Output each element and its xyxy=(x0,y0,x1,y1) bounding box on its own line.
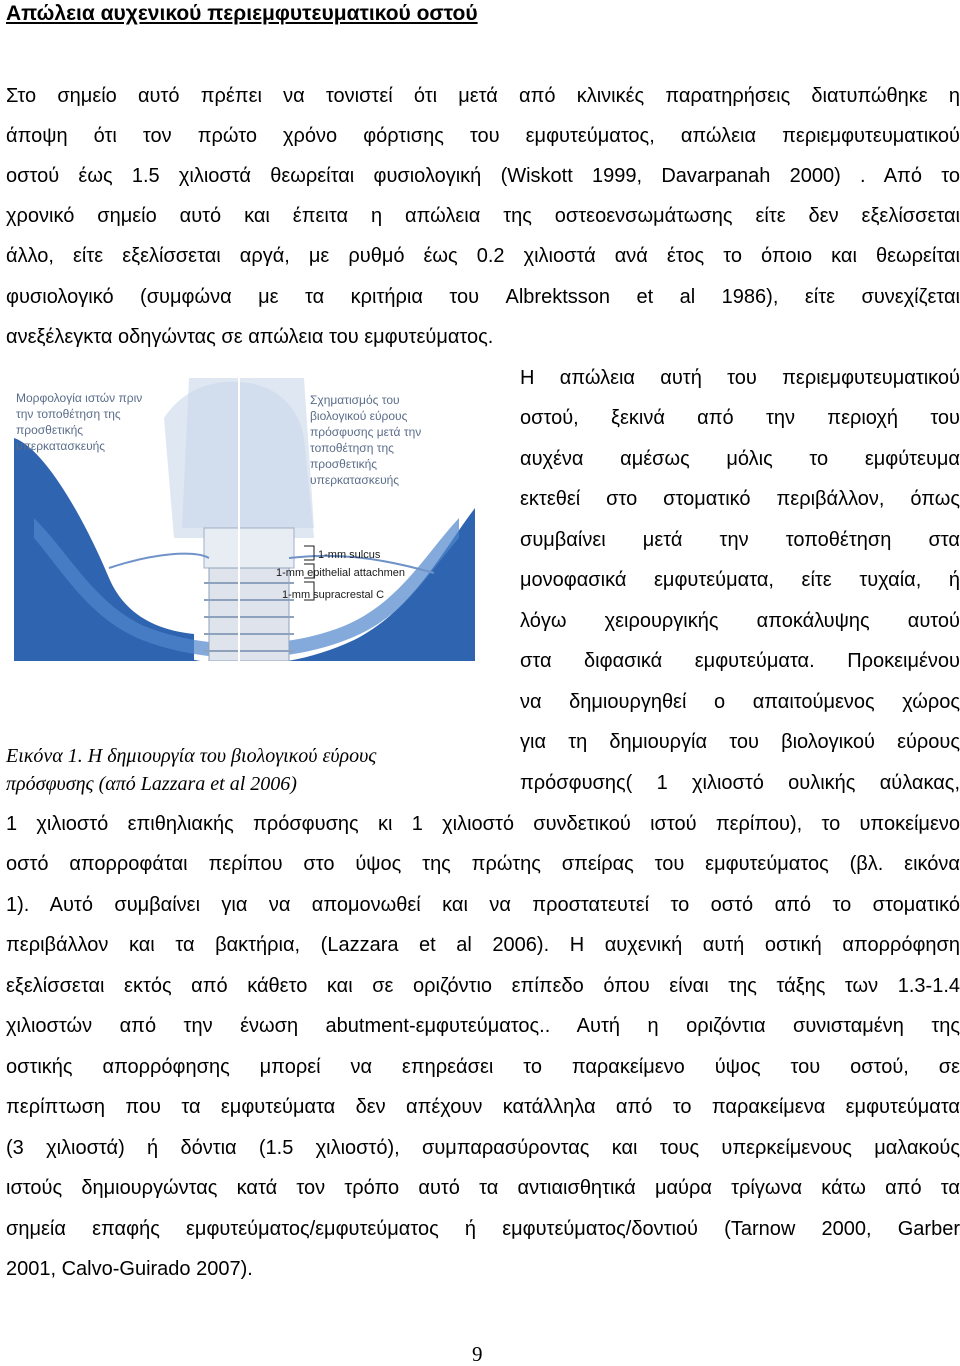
paragraph-1-line: Στο σημείο αυτό πρέπει να τονιστεί ότι μετά από κλινικές παρατηρήσεις διατυπώθηκε η xyxy=(6,85,960,107)
paragraph-2-right-line: για τη δημιουργία του βιολογικού εύρους xyxy=(520,731,960,753)
figure-right-label-line: τοποθέτηση της xyxy=(310,441,394,455)
paragraph-2-right-line: πρόσφυσης( 1 χιλιοστό ουλικής αύλακας, xyxy=(520,772,960,794)
figure-annotation-sulcus: 1-mm sulcus xyxy=(318,549,381,561)
paragraph-2-right-line: αυχένα αμέσως μόλις το εμφύτευμα xyxy=(520,448,960,470)
paragraph-2-right-line: Η απώλεια αυτή του περιεμφυτευματικού xyxy=(520,367,960,389)
figure-right-label-line: Σχηματισμός του xyxy=(310,393,400,407)
figure-right-label-line: προσθετικής xyxy=(310,457,378,471)
figure-right-label-line: βιολογικού εύρους xyxy=(310,409,408,423)
paragraph-2-line: (3 χιλιοστά) ή δόντια (1.5 χιλιοστό), συμπαρασύροντας και τους υπερκείμενους μαλακούς xyxy=(6,1137,960,1159)
figure-left-label-line: υπερκατασκευής xyxy=(16,439,106,453)
figure-annotation-epithelial: 1-mm epithelial attachmen xyxy=(276,567,406,579)
paragraph-2-right-line: λόγω χειρουργικής αποκάλυψης αυτού xyxy=(520,610,960,632)
figure-right-label-line: πρόσφυσης μετά την xyxy=(310,425,422,439)
paragraph-2-line: ιστούς δημιουργώντας κατά τον τρόπο αυτό τα αντιαισθητικά μαύρα τρίγωνα κάτω από τα xyxy=(6,1177,960,1199)
paragraph-2-line: περιβάλλον και τα βακτήρια, (Lazzara et al 2006). Η αυχενική αυτή οστική απορρόφηση xyxy=(6,934,960,956)
figure-right-label-line: υπερκατασκευής xyxy=(310,473,400,487)
figure-annotation-connective: 1-mm supracrestal C xyxy=(282,589,385,601)
paragraph-2-line: 2001, Calvo-Guirado 2007). xyxy=(6,1258,253,1280)
figure-left-label-line: Μορφολογία ιστών πριν xyxy=(16,391,143,405)
paragraph-2-right-line: μονοφασικά εμφυτεύματα, είτε τυχαία, ή xyxy=(520,569,960,591)
paragraph-2-line: χιλιοστών από την ένωση abutment-εμφυτεύματος.. Αυτή η οριζόντια συνισταμένη της xyxy=(6,1015,960,1037)
figure-left-label-line: προσθετικής xyxy=(16,423,84,437)
paragraph-2-right-line: στα διφασικά εμφυτεύματα. Προκειμένου xyxy=(520,650,960,672)
paragraph-2-right-line: εκτεθεί στο στοματικό περιβάλλον, όπως xyxy=(520,488,960,510)
implant-body xyxy=(209,568,289,661)
paragraph-1-line: χρονικό σημείο αυτό και έπειτα η απώλεια της οστεοενσωμάτωσης είτε δεν εξελίσσεται xyxy=(6,205,960,227)
paragraph-1-line: οστού έως 1.5 χιλιοστά θεωρείται φυσιολογική (Wiskott 1999, Davarpanah 2000) . Από το xyxy=(6,165,960,187)
paragraph-1-line: φυσιολογικό (συμφώνα με τα κριτήρια του Albrektsson et al 1986), είτε συνεχίζεται xyxy=(6,286,960,308)
figure-biologic-width-diagram xyxy=(14,378,475,661)
paragraph-2-line: περίπτωση που τα εμφυτεύματα δεν απέχουν κατάλληλα από το παρακείμενα εμφυτεύματα xyxy=(6,1096,960,1118)
paragraph-2-line: εξελίσσεται εκτός από κάθετο και σε οριζόντιο επίπεδο όπου είναι της τάξης των 1.3-1.4 xyxy=(6,975,960,997)
abutment xyxy=(204,528,294,568)
implant-illustration xyxy=(14,378,475,661)
page-number: 9 xyxy=(472,1342,483,1366)
section-heading: Απώλεια αυχενικού περιεμφυτευματικού οστού xyxy=(6,2,478,25)
figure-left-label-line: την τοποθέτηση της xyxy=(16,407,121,421)
paragraph-2-right-line: συμβαίνει μετά την τοποθέτηση στα xyxy=(520,529,960,551)
paragraph-2-line: οστικής απορρόφησης μπορεί να επηρεάσει το παρακείμενο ύψος του οστού, σε xyxy=(6,1056,960,1078)
paragraph-2-right-line: να δημιουργηθεί ο απαιτούμενος χώρος xyxy=(520,691,960,713)
paragraph-2-line: σημεία επαφής εμφυτεύματος/εμφυτεύματος ή εμφυτεύματος/δοντιού (Tarnow 2000, Garber xyxy=(6,1218,960,1240)
figure-caption-line: πρόσφυσης (από Lazzara et al 2006) xyxy=(6,773,297,795)
paragraph-2-line: οστό απορροφάται περίπου στο ύψος της πρώτης σπείρας του εμφυτεύματος (βλ. εικόνα xyxy=(6,853,960,875)
paragraph-2-line: 1). Αυτό συμβαίνει για να απομονωθεί και να προστατευτεί το οστό από το στοματικό xyxy=(6,894,960,916)
figure-caption-line: Εικόνα 1. Η δημιουργία του βιολογικού εύρους xyxy=(6,745,377,767)
paragraph-2-right-line: οστού, ξεκινά από την περιοχή του xyxy=(520,407,960,429)
paragraph-1-line: ανεξέλεγκτα οδηγώντας σε απώλεια του εμφυτεύματος. xyxy=(6,326,494,348)
paragraph-1-line: άλλο, είτε εξελίσσεται αργά, με ρυθμό έως 0.2 χιλιοστά ανά έτος το όποιο και θεωρείται xyxy=(6,245,960,267)
paragraph-1-line: άποψη ότι τον πρώτο χρόνο φόρτισης του εμφυτεύματος, απώλεια περιεμφυτευματικού xyxy=(6,125,960,147)
paragraph-2-line: 1 χιλιοστό επιθηλιακής πρόσφυσης κι 1 χιλιοστό συνδετικού ιστού περίπου), το υποκείμενο xyxy=(6,813,960,835)
